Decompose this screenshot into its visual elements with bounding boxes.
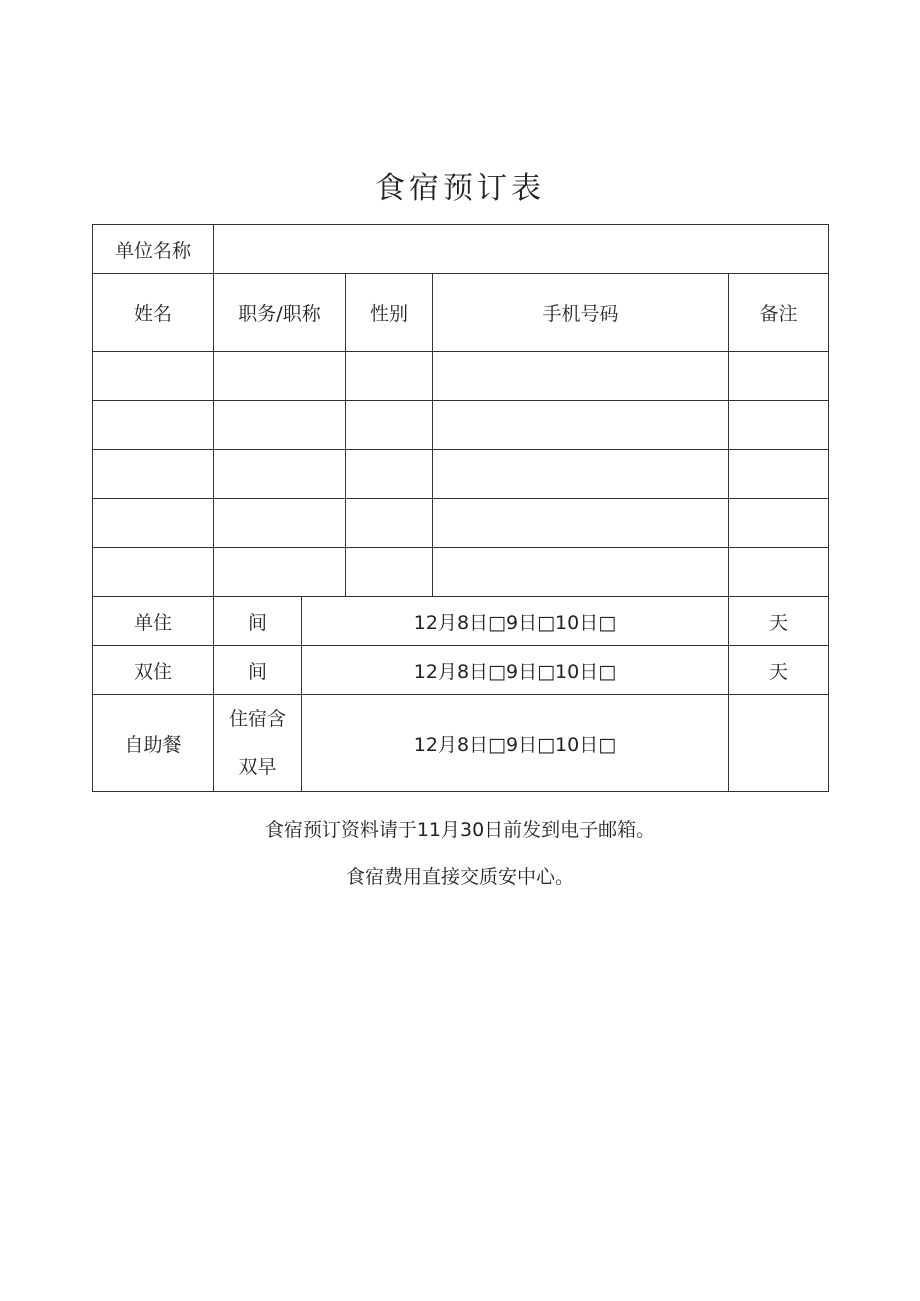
table-row bbox=[93, 499, 829, 548]
position-cell[interactable] bbox=[214, 548, 346, 597]
position-cell[interactable] bbox=[214, 352, 346, 401]
table-row bbox=[93, 401, 829, 450]
buffet-note bbox=[214, 695, 302, 792]
single-room-dates[interactable]: 12月8日□9日□10日□ bbox=[302, 597, 729, 646]
header-name: 姓名 bbox=[93, 274, 214, 352]
phone-cell[interactable] bbox=[433, 352, 729, 401]
remarks-cell[interactable] bbox=[729, 548, 829, 597]
name-cell[interactable] bbox=[93, 548, 214, 597]
buffet-label: 自助餐 bbox=[93, 695, 214, 792]
name-cell[interactable] bbox=[93, 401, 214, 450]
payment-note: 食宿费用直接交质安中心。 bbox=[345, 866, 574, 888]
position-cell[interactable] bbox=[214, 450, 346, 499]
position-cell[interactable] bbox=[214, 401, 346, 450]
buffet-row bbox=[93, 695, 829, 792]
name-cell[interactable] bbox=[93, 450, 214, 499]
unit-name-label: 单位名称 bbox=[93, 225, 214, 274]
name-cell[interactable] bbox=[93, 352, 214, 401]
buffet-dates[interactable]: 12月8日□9日□10日□ bbox=[302, 695, 729, 792]
single-room-count-unit[interactable]: 间 bbox=[214, 597, 302, 646]
table-row bbox=[93, 548, 829, 597]
gender-cell[interactable] bbox=[346, 499, 433, 548]
double-room-row bbox=[93, 646, 829, 695]
remarks-cell[interactable] bbox=[729, 450, 829, 499]
header-position: 职务/职称 bbox=[214, 274, 346, 352]
unit-name-input[interactable] bbox=[214, 225, 829, 274]
header-phone: 手机号码 bbox=[433, 274, 729, 352]
phone-cell[interactable] bbox=[433, 548, 729, 597]
table-row bbox=[93, 352, 829, 401]
phone-cell[interactable] bbox=[433, 499, 729, 548]
page-title: 食宿预订表 bbox=[375, 171, 545, 206]
double-room-dates[interactable]: 12月8日□9日□10日□ bbox=[302, 646, 729, 695]
double-room-label: 双住 bbox=[93, 646, 214, 695]
remarks-cell[interactable] bbox=[729, 499, 829, 548]
buffet-note-line1: 住宿含 bbox=[228, 708, 286, 730]
double-room-days[interactable]: 天 bbox=[729, 646, 829, 695]
buffet-note-line2: 双早 bbox=[238, 756, 277, 778]
remarks-cell[interactable] bbox=[729, 352, 829, 401]
remarks-cell[interactable] bbox=[729, 401, 829, 450]
header-gender: 性别 bbox=[346, 274, 433, 352]
gender-cell[interactable] bbox=[346, 352, 433, 401]
gender-cell[interactable] bbox=[346, 548, 433, 597]
buffet-extra-cell[interactable] bbox=[729, 695, 829, 792]
single-room-days[interactable]: 天 bbox=[729, 597, 829, 646]
single-room-label: 单住 bbox=[93, 597, 214, 646]
name-cell[interactable] bbox=[93, 499, 214, 548]
header-remarks: 备注 bbox=[729, 274, 829, 352]
unit-name-row bbox=[93, 225, 829, 274]
gender-cell[interactable] bbox=[346, 450, 433, 499]
gender-cell[interactable] bbox=[346, 401, 433, 450]
booking-form-table bbox=[92, 224, 829, 792]
double-room-count-unit[interactable]: 间 bbox=[214, 646, 302, 695]
header-row bbox=[93, 274, 829, 352]
phone-cell[interactable] bbox=[433, 401, 729, 450]
single-room-row bbox=[93, 597, 829, 646]
position-cell[interactable] bbox=[214, 499, 346, 548]
submission-deadline-note: 食宿预订资料请于11月30日前发到电子邮箱。 bbox=[264, 819, 656, 841]
phone-cell[interactable] bbox=[433, 450, 729, 499]
table-row bbox=[93, 450, 829, 499]
